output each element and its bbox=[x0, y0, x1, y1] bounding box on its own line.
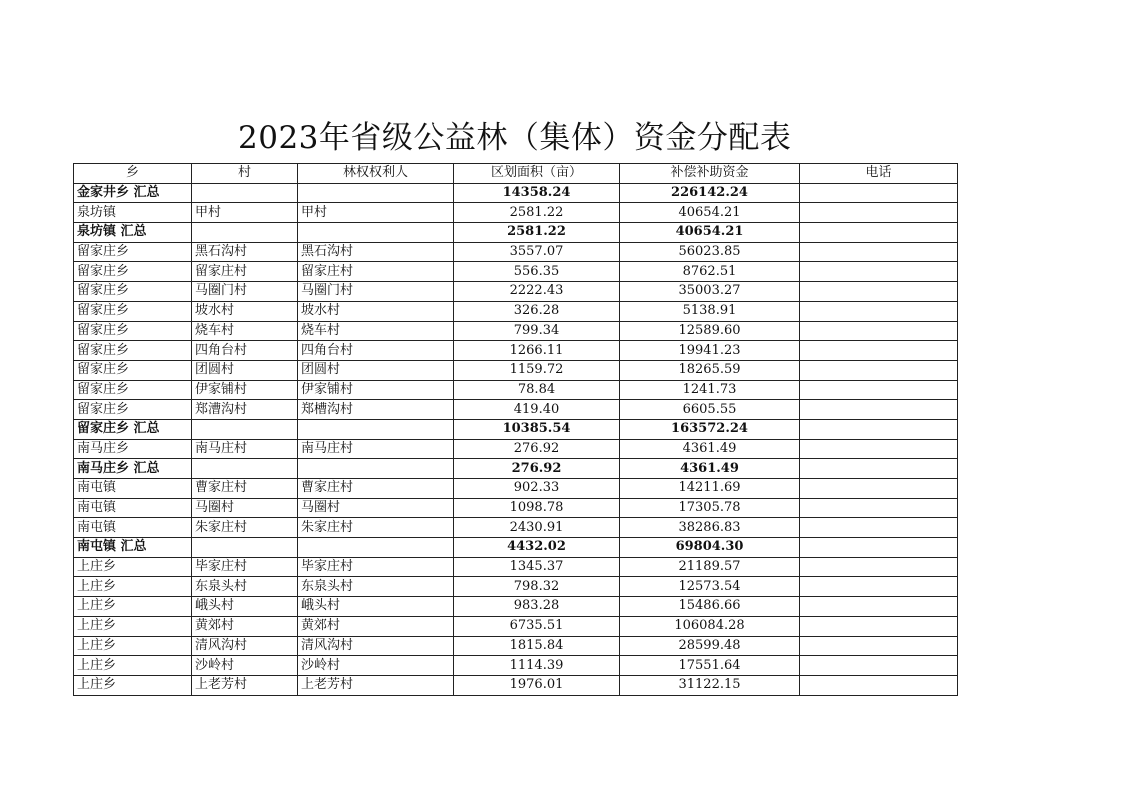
cell-cun: 上老芳村 bbox=[192, 675, 298, 695]
cell-area: 798.32 bbox=[454, 577, 620, 597]
cell-owner bbox=[298, 538, 454, 558]
cell-xiang: 南马庄乡 bbox=[74, 439, 192, 459]
cell-area: 1159.72 bbox=[454, 360, 620, 380]
table-row bbox=[74, 301, 958, 321]
table-row bbox=[74, 597, 958, 617]
cell-area: 78.84 bbox=[454, 380, 620, 400]
cell-fund: 19941.23 bbox=[620, 341, 800, 361]
table-row bbox=[74, 203, 958, 223]
cell-phone bbox=[800, 301, 958, 321]
cell-phone bbox=[800, 380, 958, 400]
subtotal-row bbox=[74, 183, 958, 203]
cell-owner: 黄郊村 bbox=[298, 616, 454, 636]
cell-owner: 四角台村 bbox=[298, 341, 454, 361]
cell-phone bbox=[800, 616, 958, 636]
cell-cun: 四角台村 bbox=[192, 341, 298, 361]
cell-fund: 14211.69 bbox=[620, 479, 800, 499]
cell-area: 2222.43 bbox=[454, 282, 620, 302]
cell-owner: 南马庄村 bbox=[298, 439, 454, 459]
cell-owner: 团圆村 bbox=[298, 360, 454, 380]
subtotal-row bbox=[74, 538, 958, 558]
table-row bbox=[74, 262, 958, 282]
cell-phone bbox=[800, 223, 958, 243]
cell-fund: 69804.30 bbox=[620, 538, 800, 558]
cell-xiang: 上庄乡 bbox=[74, 636, 192, 656]
header-fund: 补偿补助资金 bbox=[620, 164, 800, 184]
cell-area: 14358.24 bbox=[454, 183, 620, 203]
cell-xiang: 留家庄乡 bbox=[74, 341, 192, 361]
header-xiang: 乡 bbox=[74, 164, 192, 184]
cell-xiang: 泉坊镇 汇总 bbox=[74, 223, 192, 243]
cell-area: 799.34 bbox=[454, 321, 620, 341]
table-row bbox=[74, 656, 958, 676]
cell-phone bbox=[800, 498, 958, 518]
cell-fund: 21189.57 bbox=[620, 557, 800, 577]
page-title: 2023年省级公益林（集体）资金分配表 bbox=[238, 120, 792, 156]
cell-cun: 团圆村 bbox=[192, 360, 298, 380]
cell-fund: 12573.54 bbox=[620, 577, 800, 597]
cell-cun: 东泉头村 bbox=[192, 577, 298, 597]
cell-cun bbox=[192, 419, 298, 439]
cell-area: 10385.54 bbox=[454, 419, 620, 439]
cell-cun: 曹家庄村 bbox=[192, 479, 298, 499]
cell-cun: 毕家庄村 bbox=[192, 557, 298, 577]
table-row bbox=[74, 518, 958, 538]
cell-area: 983.28 bbox=[454, 597, 620, 617]
cell-area: 419.40 bbox=[454, 400, 620, 420]
cell-cun: 马圈门村 bbox=[192, 282, 298, 302]
cell-owner: 留家庄村 bbox=[298, 262, 454, 282]
cell-owner bbox=[298, 419, 454, 439]
cell-area: 1976.01 bbox=[454, 675, 620, 695]
cell-cun: 烧车村 bbox=[192, 321, 298, 341]
cell-owner: 毕家庄村 bbox=[298, 557, 454, 577]
cell-fund: 56023.85 bbox=[620, 242, 800, 262]
cell-area: 2430.91 bbox=[454, 518, 620, 538]
cell-fund: 1241.73 bbox=[620, 380, 800, 400]
cell-phone bbox=[800, 183, 958, 203]
cell-cun bbox=[192, 538, 298, 558]
cell-owner: 沙岭村 bbox=[298, 656, 454, 676]
cell-cun bbox=[192, 459, 298, 479]
header-phone: 电话 bbox=[800, 164, 958, 184]
cell-owner: 清风沟村 bbox=[298, 636, 454, 656]
cell-phone bbox=[800, 538, 958, 558]
cell-cun: 坡水村 bbox=[192, 301, 298, 321]
cell-owner bbox=[298, 183, 454, 203]
cell-xiang: 留家庄乡 bbox=[74, 282, 192, 302]
cell-xiang: 上庄乡 bbox=[74, 577, 192, 597]
cell-owner: 马圈村 bbox=[298, 498, 454, 518]
cell-fund: 35003.27 bbox=[620, 282, 800, 302]
cell-xiang: 上庄乡 bbox=[74, 656, 192, 676]
cell-xiang: 上庄乡 bbox=[74, 597, 192, 617]
subtotal-row bbox=[74, 223, 958, 243]
cell-xiang: 留家庄乡 bbox=[74, 301, 192, 321]
cell-owner: 朱家庄村 bbox=[298, 518, 454, 538]
cell-cun: 峨头村 bbox=[192, 597, 298, 617]
cell-fund: 8762.51 bbox=[620, 262, 800, 282]
cell-fund: 15486.66 bbox=[620, 597, 800, 617]
cell-phone bbox=[800, 439, 958, 459]
allocation-table bbox=[73, 163, 958, 696]
cell-phone bbox=[800, 597, 958, 617]
table-row bbox=[74, 360, 958, 380]
cell-owner: 郑槽沟村 bbox=[298, 400, 454, 420]
cell-phone bbox=[800, 656, 958, 676]
cell-xiang: 上庄乡 bbox=[74, 675, 192, 695]
cell-owner bbox=[298, 459, 454, 479]
cell-owner: 曹家庄村 bbox=[298, 479, 454, 499]
cell-phone bbox=[800, 636, 958, 656]
cell-area: 2581.22 bbox=[454, 203, 620, 223]
cell-fund: 106084.28 bbox=[620, 616, 800, 636]
cell-phone bbox=[800, 341, 958, 361]
table-row bbox=[74, 498, 958, 518]
cell-cun: 黄郊村 bbox=[192, 616, 298, 636]
cell-area: 6735.51 bbox=[454, 616, 620, 636]
cell-cun: 清风沟村 bbox=[192, 636, 298, 656]
cell-cun: 朱家庄村 bbox=[192, 518, 298, 538]
cell-fund: 17551.64 bbox=[620, 656, 800, 676]
cell-fund: 12589.60 bbox=[620, 321, 800, 341]
cell-xiang: 留家庄乡 bbox=[74, 321, 192, 341]
header-area: 区划面积（亩） bbox=[454, 164, 620, 184]
table-row bbox=[74, 400, 958, 420]
cell-owner: 坡水村 bbox=[298, 301, 454, 321]
cell-area: 1098.78 bbox=[454, 498, 620, 518]
cell-phone bbox=[800, 321, 958, 341]
cell-area: 326.28 bbox=[454, 301, 620, 321]
cell-cun: 马圈村 bbox=[192, 498, 298, 518]
table-row bbox=[74, 479, 958, 499]
cell-fund: 28599.48 bbox=[620, 636, 800, 656]
cell-fund: 17305.78 bbox=[620, 498, 800, 518]
table-row bbox=[74, 380, 958, 400]
subtotal-row bbox=[74, 419, 958, 439]
cell-area: 3557.07 bbox=[454, 242, 620, 262]
table-row bbox=[74, 282, 958, 302]
table-row bbox=[74, 577, 958, 597]
cell-phone bbox=[800, 360, 958, 380]
cell-xiang: 南屯镇 汇总 bbox=[74, 538, 192, 558]
cell-xiang: 留家庄乡 bbox=[74, 242, 192, 262]
cell-area: 2581.22 bbox=[454, 223, 620, 243]
cell-area: 1266.11 bbox=[454, 341, 620, 361]
cell-cun: 黑石沟村 bbox=[192, 242, 298, 262]
table-row bbox=[74, 242, 958, 262]
cell-phone bbox=[800, 479, 958, 499]
table-row bbox=[74, 341, 958, 361]
cell-phone bbox=[800, 419, 958, 439]
cell-fund: 226142.24 bbox=[620, 183, 800, 203]
cell-phone bbox=[800, 557, 958, 577]
cell-xiang: 留家庄乡 汇总 bbox=[74, 419, 192, 439]
table-row bbox=[74, 557, 958, 577]
cell-phone bbox=[800, 459, 958, 479]
cell-owner: 甲村 bbox=[298, 203, 454, 223]
header-owner: 林权权利人 bbox=[298, 164, 454, 184]
table-header-row bbox=[74, 164, 958, 184]
cell-xiang: 泉坊镇 bbox=[74, 203, 192, 223]
cell-owner: 马圈门村 bbox=[298, 282, 454, 302]
cell-xiang: 留家庄乡 bbox=[74, 380, 192, 400]
cell-phone bbox=[800, 518, 958, 538]
cell-xiang: 南屯镇 bbox=[74, 498, 192, 518]
cell-fund: 4361.49 bbox=[620, 459, 800, 479]
cell-fund: 40654.21 bbox=[620, 203, 800, 223]
cell-cun bbox=[192, 223, 298, 243]
cell-phone bbox=[800, 282, 958, 302]
cell-owner: 黑石沟村 bbox=[298, 242, 454, 262]
cell-fund: 31122.15 bbox=[620, 675, 800, 695]
cell-owner bbox=[298, 223, 454, 243]
cell-cun: 南马庄村 bbox=[192, 439, 298, 459]
cell-fund: 5138.91 bbox=[620, 301, 800, 321]
cell-owner: 上老芳村 bbox=[298, 675, 454, 695]
cell-area: 4432.02 bbox=[454, 538, 620, 558]
cell-xiang: 留家庄乡 bbox=[74, 262, 192, 282]
cell-phone bbox=[800, 262, 958, 282]
cell-cun: 郑漕沟村 bbox=[192, 400, 298, 420]
cell-owner: 东泉头村 bbox=[298, 577, 454, 597]
cell-area: 276.92 bbox=[454, 459, 620, 479]
cell-owner: 烧车村 bbox=[298, 321, 454, 341]
cell-cun: 伊家铺村 bbox=[192, 380, 298, 400]
cell-owner: 伊家铺村 bbox=[298, 380, 454, 400]
cell-phone bbox=[800, 203, 958, 223]
cell-cun: 留家庄村 bbox=[192, 262, 298, 282]
cell-phone bbox=[800, 577, 958, 597]
cell-area: 276.92 bbox=[454, 439, 620, 459]
table-row bbox=[74, 616, 958, 636]
table-row bbox=[74, 321, 958, 341]
cell-phone bbox=[800, 675, 958, 695]
cell-phone bbox=[800, 242, 958, 262]
cell-cun: 沙岭村 bbox=[192, 656, 298, 676]
cell-xiang: 上庄乡 bbox=[74, 616, 192, 636]
cell-fund: 4361.49 bbox=[620, 439, 800, 459]
cell-fund: 40654.21 bbox=[620, 223, 800, 243]
header-cun: 村 bbox=[192, 164, 298, 184]
cell-owner: 峨头村 bbox=[298, 597, 454, 617]
cell-xiang: 南马庄乡 汇总 bbox=[74, 459, 192, 479]
subtotal-row bbox=[74, 459, 958, 479]
cell-xiang: 金家井乡 汇总 bbox=[74, 183, 192, 203]
cell-area: 1815.84 bbox=[454, 636, 620, 656]
cell-xiang: 留家庄乡 bbox=[74, 360, 192, 380]
cell-area: 1345.37 bbox=[454, 557, 620, 577]
cell-phone bbox=[800, 400, 958, 420]
table-body bbox=[74, 183, 958, 695]
cell-fund: 163572.24 bbox=[620, 419, 800, 439]
cell-fund: 38286.83 bbox=[620, 518, 800, 538]
cell-cun: 甲村 bbox=[192, 203, 298, 223]
cell-xiang: 留家庄乡 bbox=[74, 400, 192, 420]
cell-xiang: 南屯镇 bbox=[74, 518, 192, 538]
cell-xiang: 南屯镇 bbox=[74, 479, 192, 499]
table-row bbox=[74, 439, 958, 459]
cell-area: 556.35 bbox=[454, 262, 620, 282]
cell-fund: 6605.55 bbox=[620, 400, 800, 420]
cell-fund: 18265.59 bbox=[620, 360, 800, 380]
table-row bbox=[74, 636, 958, 656]
cell-cun bbox=[192, 183, 298, 203]
cell-area: 902.33 bbox=[454, 479, 620, 499]
table-row bbox=[74, 675, 958, 695]
cell-area: 1114.39 bbox=[454, 656, 620, 676]
cell-xiang: 上庄乡 bbox=[74, 557, 192, 577]
